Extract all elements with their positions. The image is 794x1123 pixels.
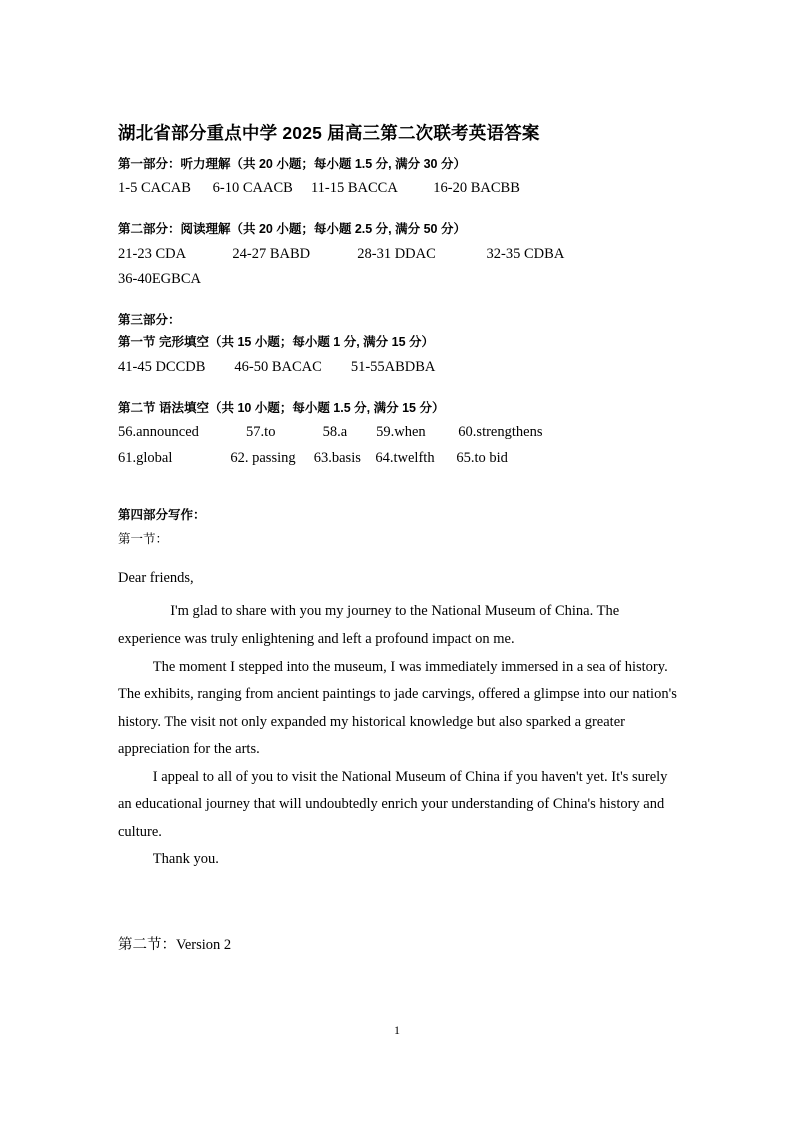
part-4-section-2-label: 第二节：Version 2 bbox=[118, 936, 232, 953]
part-2-heading: 第二部分：阅读理解（共 20 小题；每小题 2.5 分, 满分 50 分） bbox=[118, 221, 466, 236]
part-3-heading: 第三部分： bbox=[118, 312, 181, 327]
part-1-heading: 第一部分：听力理解（共 20 小题；每小题 1.5 分, 满分 30 分） bbox=[118, 156, 466, 171]
part-2-answers-line-1: 21-23 CDA 24-27 BABD 28-31 DDAC 32-35 CDBA bbox=[118, 245, 565, 262]
essay-letter bbox=[118, 565, 678, 874]
part-2-answers-line-2: 36-40EGBCA bbox=[118, 271, 201, 288]
spacer bbox=[118, 382, 678, 399]
part-1-answers: 1-5 CACAB 6-10 CAACB 11-15 BACCA 16-20 BACBB bbox=[118, 180, 520, 197]
spacer bbox=[118, 553, 678, 565]
part-3-section-2-answers-line-1: 56.announced 57.to 58.a 59.when 60.strengthens bbox=[118, 424, 543, 441]
letter-closing: Thank you. bbox=[152, 851, 219, 868]
spacer bbox=[118, 908, 678, 934]
spacer bbox=[118, 874, 678, 908]
spacer bbox=[118, 472, 678, 506]
letter-paragraph-1: I'm glad to share with you my journey to the National Museum of China. The experience was truly enlightening and left a profound impact on me. bbox=[118, 603, 620, 648]
spacer bbox=[118, 294, 678, 311]
part-4-section-1-label: 第一节： bbox=[118, 531, 169, 546]
part-4-heading: 第四部分写作： bbox=[118, 508, 206, 523]
spacer bbox=[118, 203, 678, 220]
part-3-section-1-heading: 第一节 完形填空（共 15 小题；每小题 1 分, 满分 15 分） bbox=[118, 335, 435, 350]
part-3-section-2-answers-line-2: 61.global 62. passing 63.basis 64.twelfth 65.to bid bbox=[118, 449, 508, 466]
letter-paragraph-3: I appeal to all of you to visit the National Museum of China if you haven't yet. It's surely an educational journey that will undoubtedly enrich your understanding of China's history and culture. bbox=[118, 768, 668, 840]
part-3-section-1-answers: 41-45 DCCDB 46-50 BACAC 51-55ABDBA bbox=[118, 359, 436, 376]
letter-salutation: Dear friends, bbox=[118, 569, 194, 586]
page-title: 湖北省部分重点中学 2025 届高三第二次联考英语答案 bbox=[118, 123, 540, 143]
page-number: 1 bbox=[394, 1023, 400, 1037]
letter-paragraph-2: The moment I stepped into the museum, I was immediately immersed in a sea of history. The exhibits, ranging from ancient paintings to jade carvings, offered a glimpse into our nation's history. The visit not only expanded my historical knowledge but also sparked a greater appreciation for the arts. bbox=[118, 658, 677, 758]
document-body bbox=[118, 122, 678, 957]
part-3-section-2-heading: 第二节 语法填空（共 10 小题；每小题 1.5 分, 满分 15 分） bbox=[118, 400, 445, 415]
